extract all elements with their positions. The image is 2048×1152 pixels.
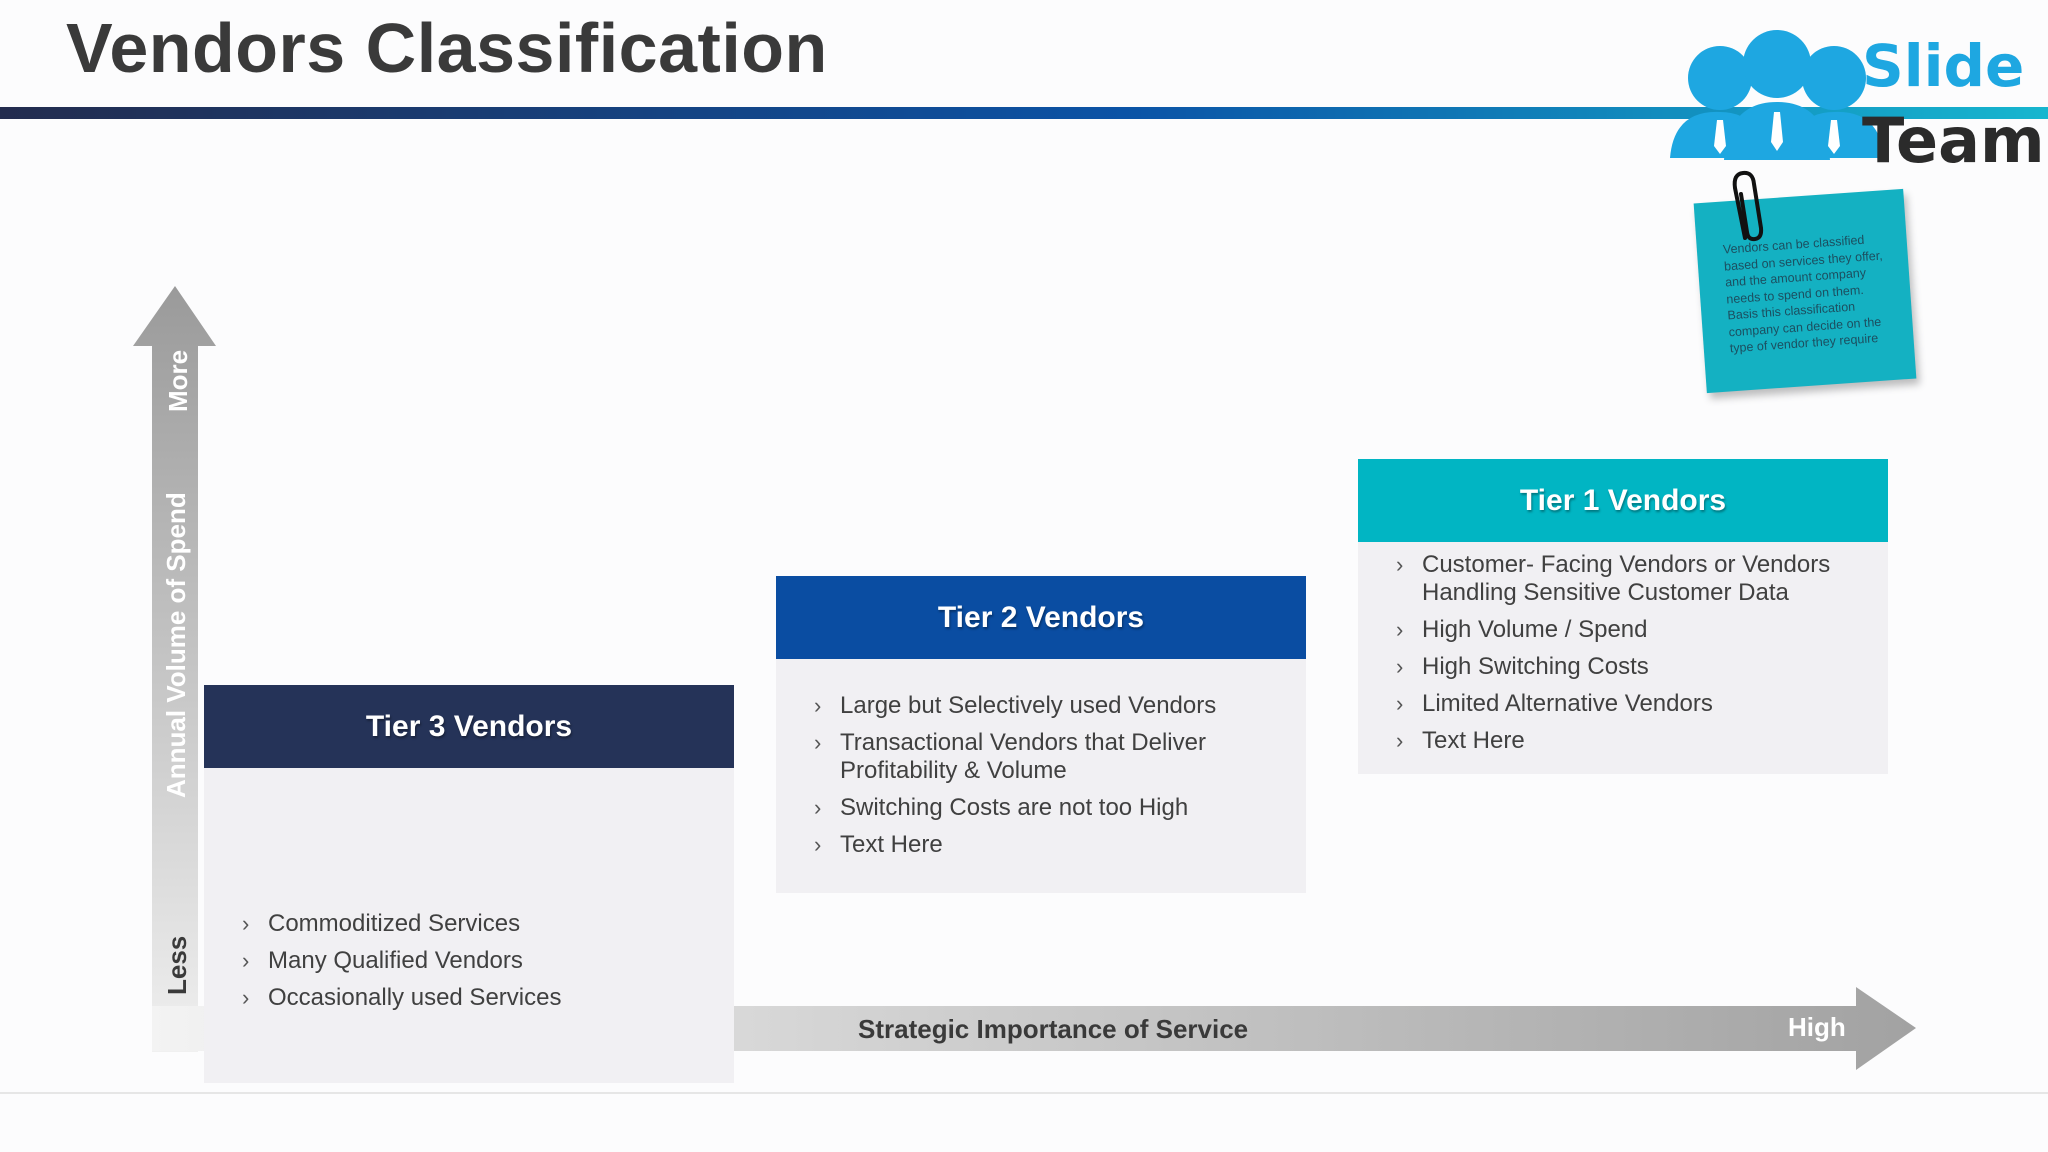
tier-3-body [204, 768, 734, 1083]
tier-2-box [776, 576, 1306, 893]
list-item: › High Volume / Spend [1396, 616, 1648, 643]
chevron-right-icon: › [814, 795, 822, 820]
tier-3-box [204, 685, 734, 1083]
chevron-right-icon: › [242, 948, 250, 973]
chevron-right-icon: › [814, 730, 822, 755]
chevron-right-icon: › [1396, 728, 1404, 753]
tier-3-list [204, 910, 714, 1012]
chevron-right-icon: › [1396, 654, 1404, 679]
list-item: › Customer- Facing Vendors or Vendors Handling Sensitive Customer Data [1396, 551, 1831, 606]
chevron-right-icon: › [1396, 617, 1404, 642]
list-item: › Text Here [814, 831, 943, 858]
tier-1-box [1358, 459, 1888, 774]
logo-text-slide: Slide [1862, 32, 2025, 100]
x-axis-high-label: High [1788, 1012, 1846, 1042]
chevron-right-icon: › [242, 985, 250, 1010]
list-item: › Commoditized Services [242, 910, 521, 937]
chevron-right-icon: › [242, 911, 250, 936]
y-axis-low-label: Less [162, 935, 192, 995]
footer-divider [0, 1092, 2048, 1094]
tier-1-body [1358, 542, 1888, 774]
list-item: › Limited Alternative Vendors [1396, 690, 1713, 717]
chevron-right-icon: › [814, 693, 822, 718]
tier-3-header: Tier 3 Vendors [204, 685, 734, 768]
y-axis-title: Annual Volume of Spend [161, 492, 191, 798]
tier-2-body [776, 659, 1306, 893]
list-item: › Occasionally used Services [242, 984, 562, 1011]
list-item: › Switching Costs are not too High [814, 794, 1189, 821]
list-item: › Transactional Vendors that Deliver Profitability & Volume [814, 729, 1206, 784]
chevron-right-icon: › [1396, 691, 1404, 716]
tier-2-header: Tier 2 Vendors [776, 576, 1306, 659]
x-axis-title: Strategic Importance of Service [858, 1014, 1249, 1044]
y-axis-high-label: More [163, 349, 193, 412]
slide-title: Vendors Classification [66, 9, 828, 87]
logo-text-team: Team [1862, 104, 2045, 177]
list-item: › High Switching Costs [1396, 653, 1649, 680]
tier-1-header: Tier 1 Vendors [1358, 459, 1888, 542]
tier-2-list [776, 692, 1286, 859]
list-item: › Text Here [1396, 727, 1525, 754]
tier-1-list [1358, 551, 1868, 755]
chevron-right-icon: › [814, 832, 822, 857]
list-item: › Large but Selectively used Vendors [814, 692, 1217, 719]
sticky-note-text: Vendors can be classified based on services they offer, and the amount company needs to spend on them. Basis this classification company can decide on the type of vendor they require [1722, 232, 1884, 356]
list-item: › Many Qualified Vendors [242, 947, 523, 974]
chevron-right-icon: › [1396, 552, 1404, 577]
